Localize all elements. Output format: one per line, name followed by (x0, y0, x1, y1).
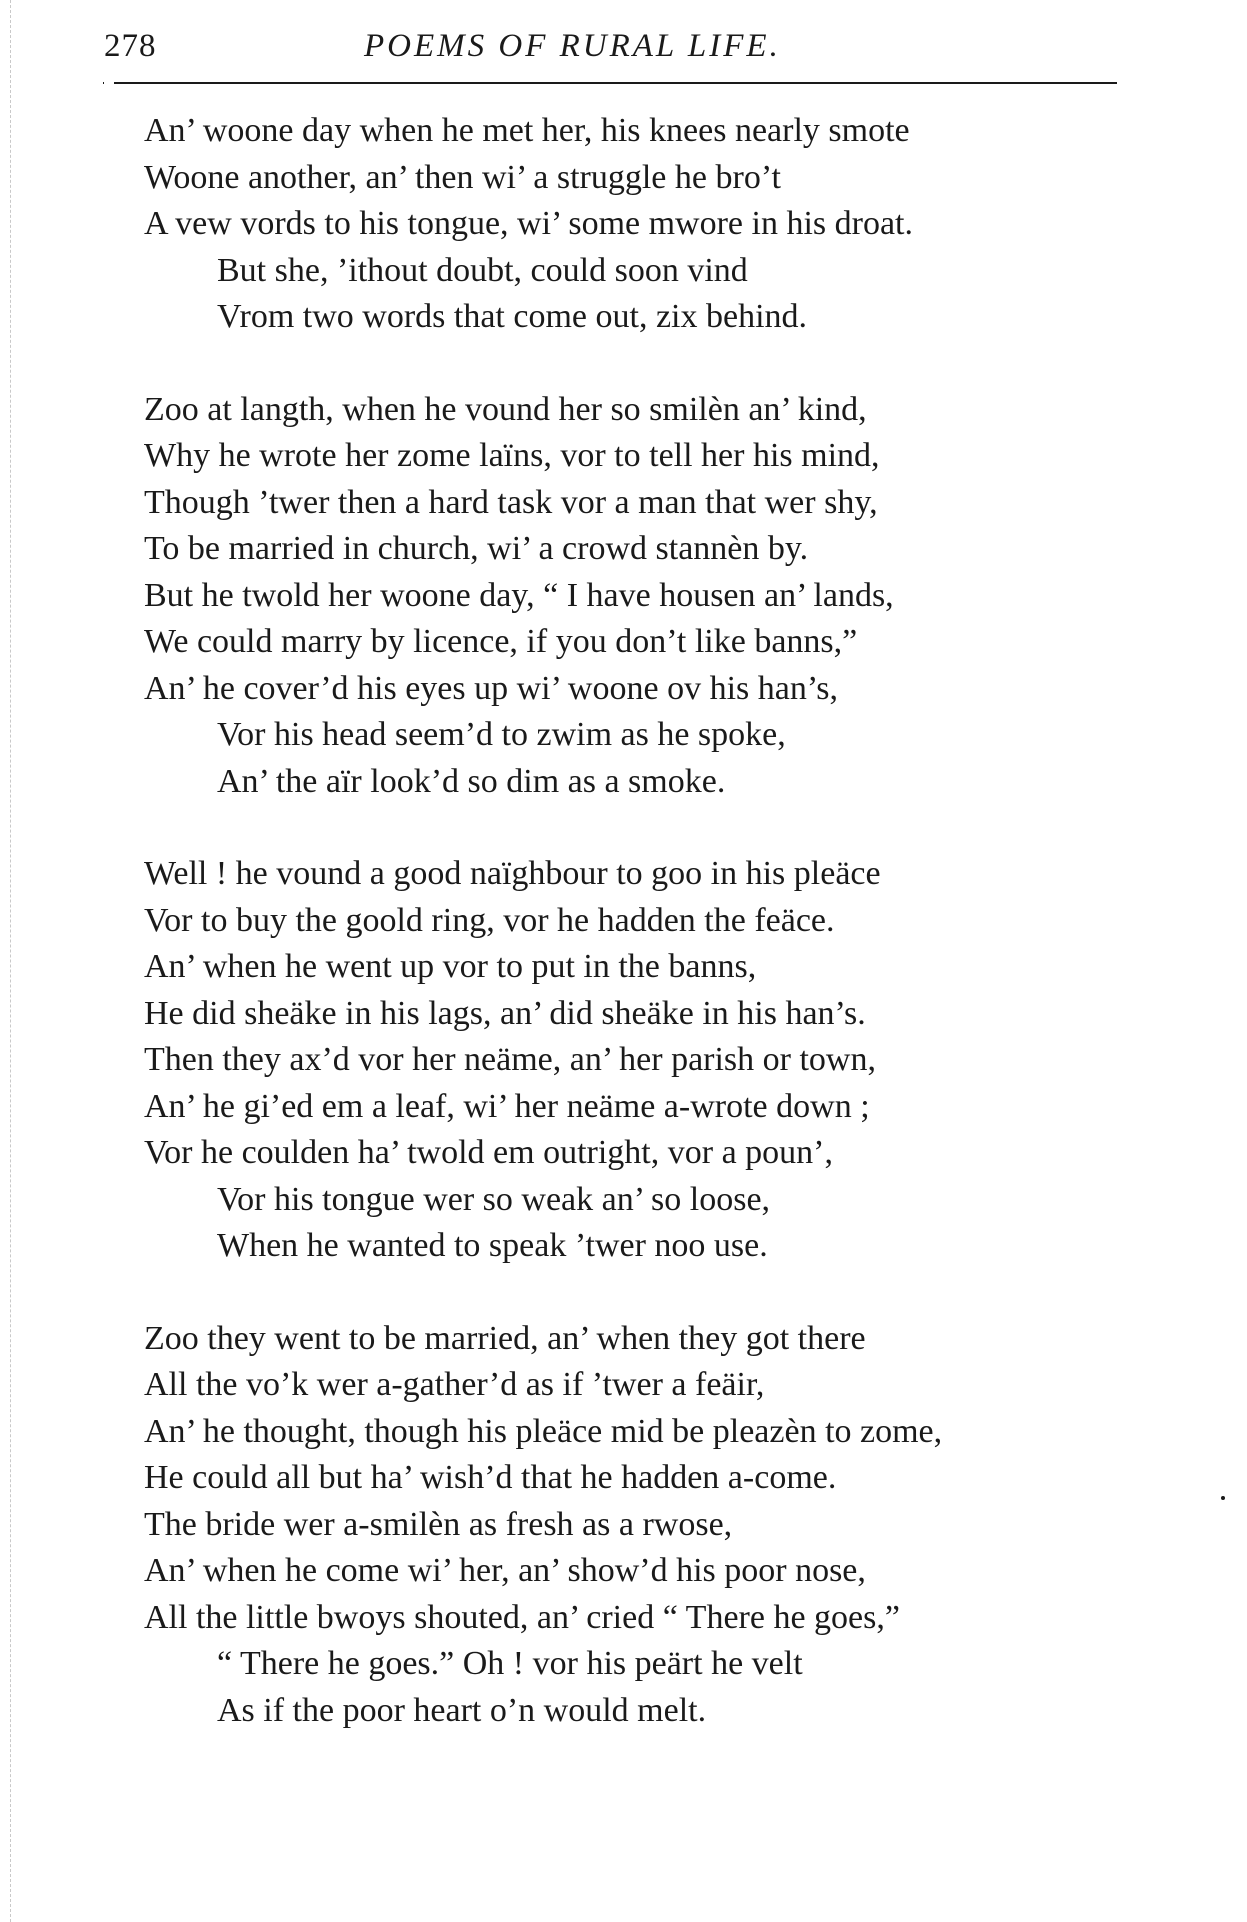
verse-line: All the little bwoys shouted, an’ cried “ There he goes,” (144, 1598, 900, 1636)
verse-line: Vor he coulden ha’ twold em outright, vor a poun’, (144, 1134, 833, 1171)
verse-line: An’ he cover’d his eyes up wi’ woone ov his han’s, (144, 669, 839, 707)
verse-line: Vrom two words that come out, zix behind. (217, 298, 808, 335)
verse-line: An’ when he come wi’ her, an’ show’d his poor nose, (144, 1552, 866, 1589)
verse-line: Then they ax’d vor her neäme, an’ her parish or town, (144, 1041, 876, 1078)
verse-line: Why he wrote her zome laïns, vor to tell her his mind, (144, 437, 880, 474)
verse-line: “ There he goes.” Oh ! vor his peärt he velt (217, 1645, 803, 1682)
verse-line: He could all but ha’ wish’d that he hadden a-come. (144, 1459, 837, 1496)
verse-line: An’ woone day when he met her, his knees nearly smote (144, 112, 910, 149)
verse-line: But he twold her woone day, “ I have housen an’ lands, (144, 576, 894, 614)
stanza (144, 387, 1134, 806)
stanza (144, 1316, 1134, 1735)
verse-line: An’ when he went up vor to put in the banns, (144, 948, 757, 985)
page-header (0, 24, 1247, 74)
header-rule-gap (104, 82, 114, 84)
verse-line: As if the poor heart o’n would melt. (217, 1691, 707, 1729)
verse-line: Well ! he vound a good naïghbour to goo in his pleäce (144, 855, 881, 892)
verse-line: Vor his head seem’d to zwim as he spoke, (217, 716, 786, 753)
verse-line: Vor to buy the goold ring, vor he hadden the feäce. (144, 901, 835, 939)
gutter-edge (10, 0, 11, 1922)
margin-mark (1221, 1496, 1225, 1500)
verse-line: The bride wer a-smilèn as fresh as a rwose, (144, 1505, 733, 1543)
verse-line: When he wanted to speak ’twer noo use. (217, 1227, 768, 1264)
verse-line: He did sheäke in his lags, an’ did sheäke in his han’s. (144, 994, 866, 1032)
verse-line: But she, ’ithout doubt, could soon vind (217, 251, 748, 289)
header-rule (103, 82, 1117, 84)
verse-line: We could marry by licence, if you don’t like banns,” (144, 623, 858, 660)
running-title: POEMS OF RURAL LIFE. (364, 28, 781, 64)
poem-body (144, 108, 1134, 1734)
verse-line: All the vo’k wer a-gather’d as if ’twer a feäir, (144, 1366, 765, 1403)
verse-line: An’ he gi’ed em a leaf, wi’ her neäme a-wrote down ; (144, 1087, 870, 1125)
stanza (144, 108, 1134, 341)
verse-line: Vor his tongue wer so weak an’ so loose, (217, 1180, 771, 1218)
verse-line: Zoo they went to be married, an’ when they got there (144, 1319, 866, 1357)
verse-line: Zoo at langth, when he vound her so smilèn an’ kind, (144, 390, 867, 428)
verse-line: A vew vords to his tongue, wi’ some mwore in his droat. (144, 205, 914, 242)
page-number: 278 (104, 28, 157, 64)
verse-line: Woone another, an’ then wi’ a struggle he bro’t (144, 158, 781, 196)
verse-line: Though ’twer then a hard task vor a man that wer shy, (144, 483, 878, 521)
verse-line: An’ he thought, though his pleäce mid be pleazèn to zome, (144, 1412, 943, 1450)
verse-line: To be married in church, wi’ a crowd stannèn by. (144, 530, 809, 567)
stanza (144, 851, 1134, 1270)
verse-line: An’ the aïr look’d so dim as a smoke. (217, 762, 726, 800)
